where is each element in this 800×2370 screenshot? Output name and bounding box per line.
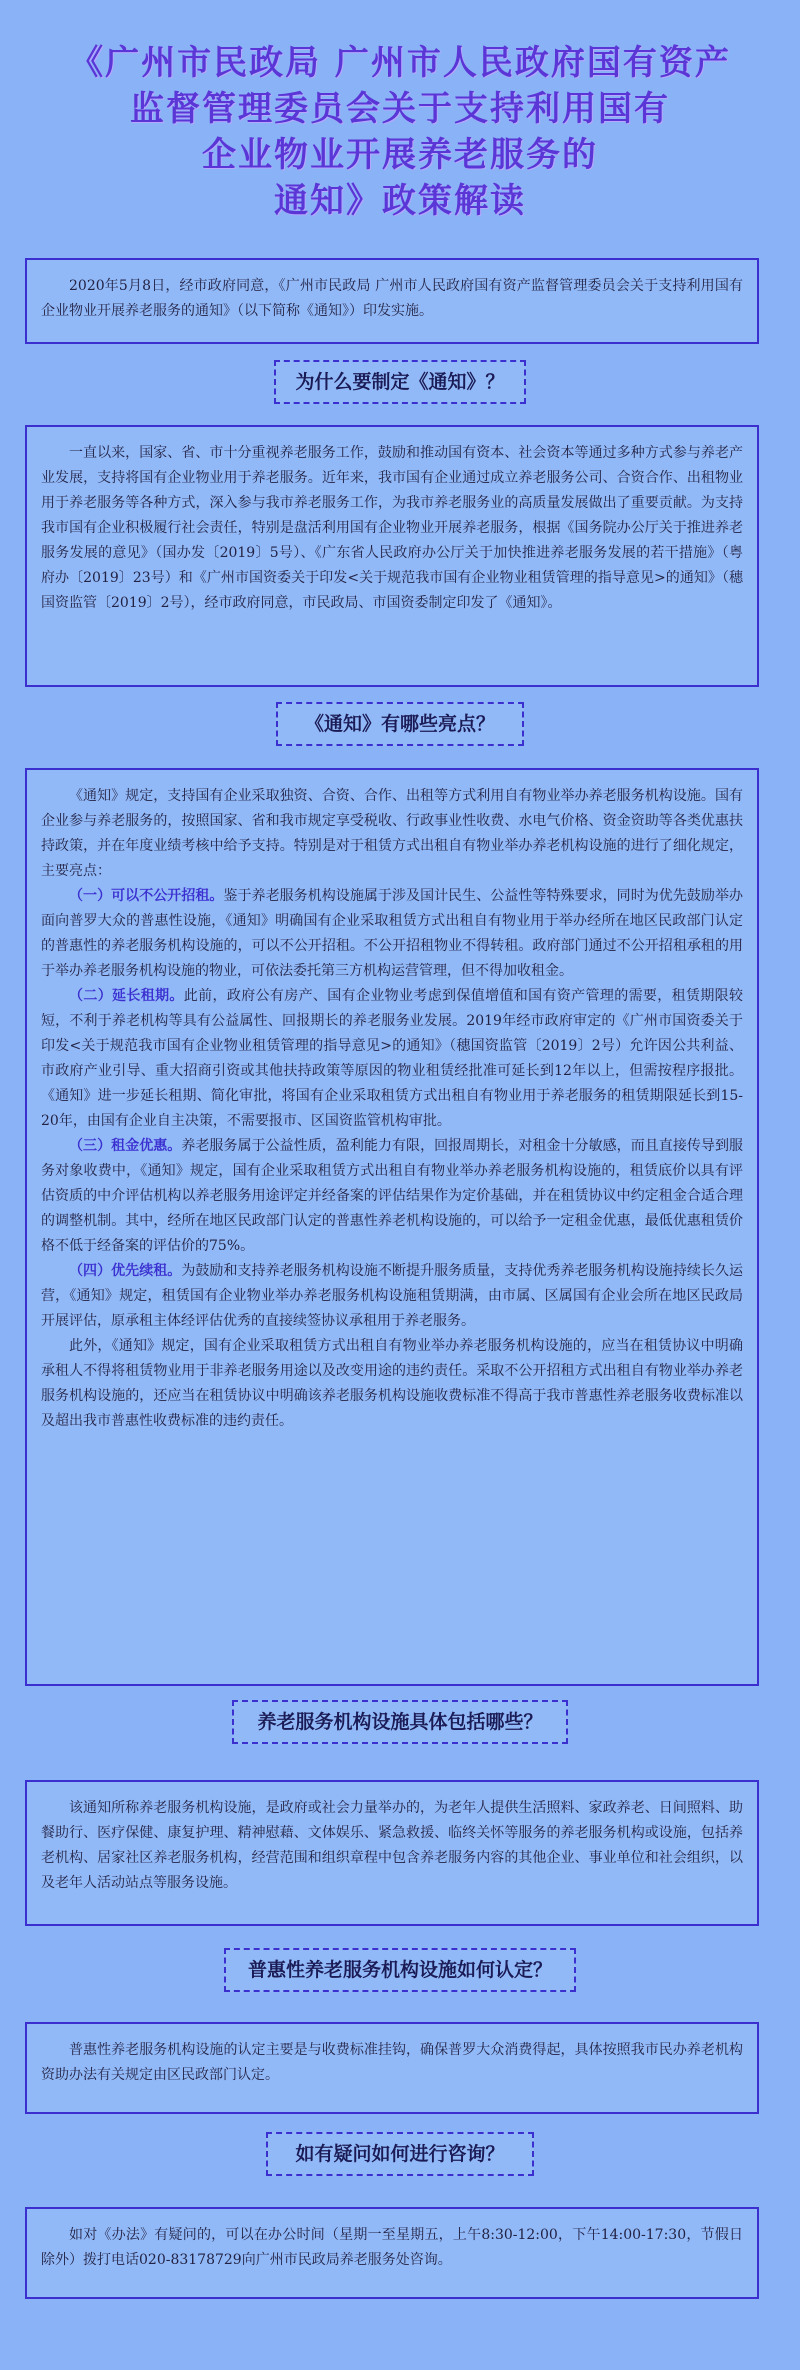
highlight-4: [41, 1259, 743, 1334]
highlight-3-text: 养老服务属于公益性质，盈利能力有限，回报周期长，对租金十分敏感，而且直接传导到服务对象收费中，《通知》规定，国有企业采取租赁方式出租自有物业举办养老服务机构设施的，租赁底价以具有评估资质的中介评估机构以养老服务用途评定并经备案的评估结果作为定价基础，并在租赁协议中约定租金合适合理的调整机制。其中，经所在地区民政部门认定的普惠性养老机构设施的，可以给予一定租金优惠，最低优惠租赁价格不低于经备案的评估价的75%。: [41, 1138, 744, 1254]
heading-facilities: 养老服务机构设施具体包括哪些？: [232, 1700, 568, 1744]
highlight-2: [41, 984, 743, 1134]
title-line-1: 《广州市民政局 广州市人民政府国有资产: [69, 43, 731, 83]
why-text: 一直以来，国家、省、市十分重视养老服务工作，鼓励和推动国有资本、社会资本等通过多种方式参与养老产业发展，支持将国有企业物业用于养老服务。近年来，我市国有企业通过成立养老服务公司、合资合作、出租物业用于养老服务等各种方式，深入参与我市养老服务工作，为我市养老服务业的高质量发展做出了重要贡献。为支持我市国有企业积极履行社会责任，特别是盘活利用国有企业物业开展养老服务，根据《国务院办公厅关于推进养老服务发展的意见》（国办发〔2019〕5号）、《广东省人民政府办公厅关于加快推进养老服务发展的若干措施》（粤府办〔2019〕23号）和《广州市国资委关于印发<关于规范我市国有企业物业租赁管理的指导意见>的通知》（穗国资监管〔2019〕2号），经市政府同意，市民政局、市国资委制定印发了《通知》。: [41, 445, 743, 611]
highlights-intro: 《通知》规定，支持国有企业采取独资、合资、合作、出租等方式利用自有物业举办养老服务机构设施。国有企业参与养老服务的，按照国家、省和我市规定享受税收、行政事业性收费、水电气价格、资金资助等各类优惠扶持政策，并在年度业绩考核中给予支持。特别是对于租赁方式出租自有物业举办养老机构设施的进行了细化规定，主要亮点：: [41, 788, 743, 879]
heading-contact: 如有疑问如何进行咨询？: [266, 2132, 534, 2176]
highlight-3-label: （三）租金优惠。: [69, 1138, 182, 1154]
contact-text: 如对《办法》有疑问的，可以在办公时间（星期一至星期五，上午8:30-12:00，下午14:00-17:30，节假日除外）拨打电话020-83178729向广州市民政局养老服务处咨询。: [41, 2227, 743, 2268]
why-box: [25, 425, 759, 687]
facilities-box: [25, 1780, 759, 1926]
inclusive-text: 普惠性养老服务机构设施的认定主要是与收费标准挂钩，确保普罗大众消费得起，具体按照我市民办养老机构资助办法有关规定由区民政部门认定。: [41, 2042, 743, 2083]
heading-highlights: 《通知》有哪些亮点？: [276, 702, 524, 746]
highlight-2-label: （二）延长租期。: [69, 988, 184, 1004]
highlight-1: [41, 884, 743, 984]
highlight-5: 此外，《通知》规定，国有企业采取租赁方式出租自有物业举办养老服务机构设施的，应当在租赁协议中明确承租人不得将租赁物业用于非养老服务用途以及改变用途的违约责任。采取不公开招租方式出租自有物业举办养老服务机构设施的，还应当在租赁协议中明确该养老服务机构设施收费标准不得高于我市普惠性养老服务收费标准以及超出我市普惠性收费标准的违约责任。: [41, 1338, 743, 1429]
heading-inclusive: 普惠性养老服务机构设施如何认定？: [224, 1948, 576, 1992]
inclusive-box: [25, 2022, 759, 2114]
highlight-3: [41, 1134, 743, 1259]
highlight-1-text: 鉴于养老服务机构设施属于涉及国计民生、公益性等特殊要求，同时为优先鼓励举办面向普罗大众的普惠性设施，《通知》明确国有企业采取租赁方式出租自有物业用于举办经所在地区民政部门认定的普惠性的养老服务机构设施的，可以不公开招租。不公开招租物业不得转租。政府部门通过不公开招租承租的用于举办养老服务机构设施的物业，可依法委托第三方机构运营管理，但不得加收租金。: [41, 888, 743, 979]
intro-text: 2020年5月8日，经市政府同意，《广州市民政局 广州市人民政府国有资产监督管理委员会关于支持利用国有企业物业开展养老服务的通知》（以下简称《通知》）印发实施。: [41, 278, 743, 319]
title-line-4: 通知》政策解读: [274, 181, 526, 221]
highlights-box: [25, 768, 759, 1686]
title-line-2: 监督管理委员会关于支持利用国有: [130, 89, 670, 129]
intro-box: [25, 258, 759, 344]
page-title: [30, 40, 770, 230]
highlight-4-label: （四）优先续租。: [69, 1263, 182, 1279]
title-line-3: 企业物业开展养老服务的: [202, 135, 598, 175]
heading-why: 为什么要制定《通知》？: [274, 360, 526, 404]
facilities-text: 该通知所称养老服务机构设施，是政府或社会力量举办的，为老年人提供生活照料、家政养老、日间照料、助餐助行、医疗保健、康复护理、精神慰藉、文体娱乐、紧急救援、临终关怀等服务的养老服务机构或设施，包括养老机构、居家社区养老服务机构，经营范围和组织章程中包含养老服务内容的其他企业、事业单位和社会组织，以及老年人活动站点等服务设施。: [41, 1800, 743, 1891]
contact-box: [25, 2207, 759, 2299]
highlight-2-text: 此前，政府公有房产、国有企业物业考虑到保值增值和国有资产管理的需要，租赁期限较短，不利于养老机构等具有公益属性、回报期长的养老服务业发展。2019年经市政府审定的《广州市国资委关于印发<关于规范我市国有企业物业租赁管理的指导意见>的通知》（穗国资监管〔2019〕2号）允许因公共利益、市政府产业引导、重大招商引资或其他扶持政策等原因的物业租赁经批准可延长到12年以上，但需按程序报批。《通知》进一步延长租期、简化审批，将国有企业采取租赁方式出租自有物业用于养老服务的租赁期限延长到15-20年，由国有企业自主决策，不需要报市、区国资监管机构审批。: [41, 988, 744, 1129]
highlight-1-label: （一）可以不公开招租。: [69, 888, 224, 904]
highlight-4-text: 为鼓励和支持养老服务机构设施不断提升服务质量，支持优秀养老服务机构设施持续长久运营，《通知》规定，租赁国有企业物业举办养老服务机构设施租赁期满，由市属、区属国有企业会所在地区民政局开展评估，原承租主体经评估优秀的直接续签协议承租用于养老服务。: [41, 1263, 744, 1329]
